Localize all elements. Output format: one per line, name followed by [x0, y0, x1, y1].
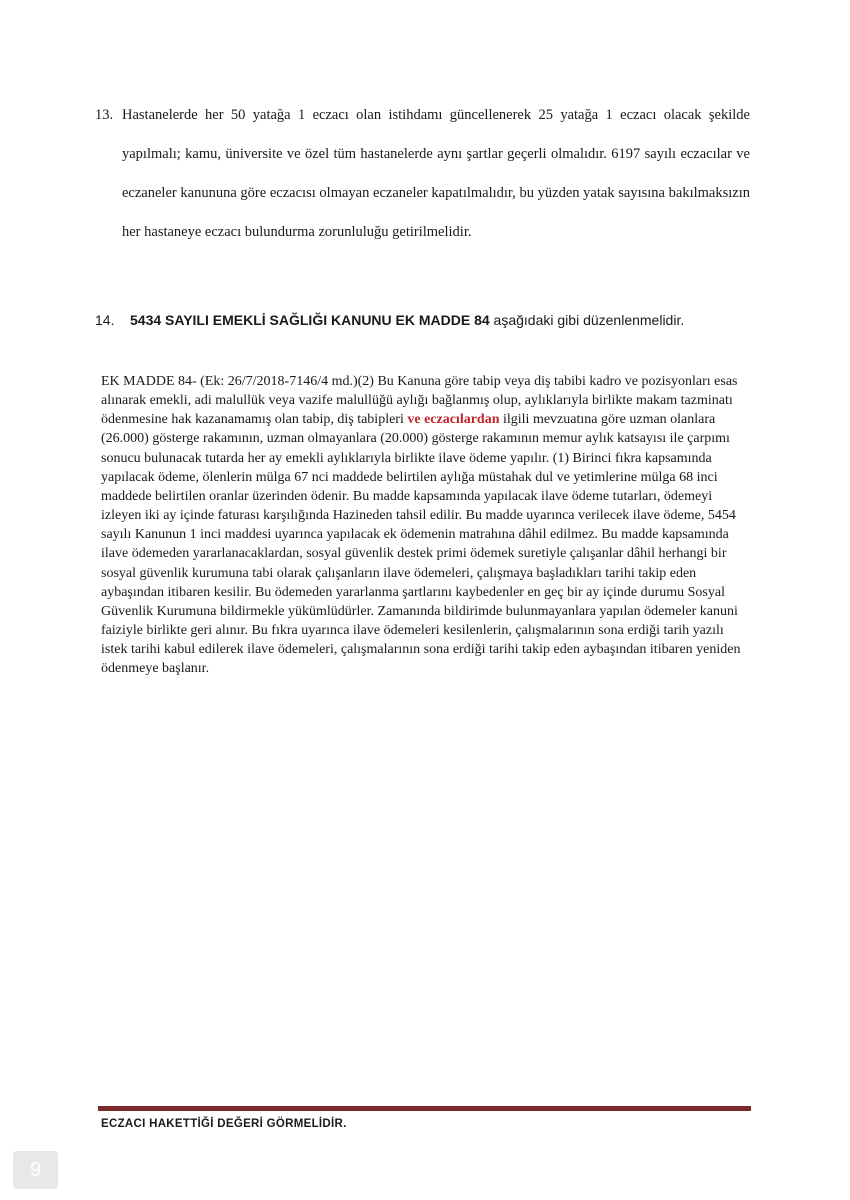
item-14-text: [122, 310, 695, 331]
item-number: 14.: [95, 312, 115, 328]
list-item-13: [95, 96, 750, 252]
item-number: 13.: [95, 107, 114, 123]
footer-rule: [98, 1106, 751, 1111]
ek-madde-paragraph: [101, 372, 753, 679]
ek-madde-part1: EK MADDE 84- (Ek: 26/7/2018-7146/4 md.)(2) Bu Kanuna göre tabip veya diş tabibi kadro ve pozisyonları esas alınarak emekli, adi malullük veya vazife malullüğü aylığı bağlanmış olup, aylıklarıyla birlikte makam tazminatı ödenmesine hak kazanamamış olan tabip, diş tabipleri: [101, 374, 738, 428]
item-14-heading: 5434 SAYILI EMEKLİ SAĞLIĞI KANUNU EK MADDE 84: [130, 312, 490, 328]
highlighted-phrase: ve eczacılardan: [407, 412, 500, 428]
page-number: 9: [13, 1151, 58, 1189]
list-item-14: [95, 310, 695, 331]
footer-text: ECZACI HAKETTİĞİ DEĞERİ GÖRMELİDİR.: [101, 1118, 347, 1130]
item-13-text: Hastanelerde her 50 yatağa 1 eczacı olan istihdamı güncellenerek 25 yatağa 1 eczacı olacak şekilde yapılmalı; kamu, üniversite ve özel tüm hastanelerde aynı şartlar geçerli olmalıdır. 6197 sayılı eczacılar ve eczaneler kanununa göre eczacısı olmayan eczaneler kapatılmalıdır, bu yüzden yatak sayısına bakılmaksızın her hastaneye eczacı bulundurma zorunluluğu getirilmelidir.: [122, 107, 750, 240]
item-14-rest: aşağıdaki gibi düzenlenmelidir.: [489, 312, 685, 328]
ek-madde-part2: ilgili mevzuatına göre uzman olanlara (26.000) gösterge rakamının, uzman olmayanlara (20.000) gösterge rakamının memur aylık katsayısı ile çarpımı sonucu bulunacak tutarda her ay emekli aylıklarıyla birlikte ilave ödeme yapılır. (1) Birinci fıkra kapsamında yapılacak ödeme, ölenlerin mülga 67 nci maddede belirtilen aylığa müstahak dul ve yetimlerine mülga 68 inci maddede belirtilen oranlar üzerinden ödenir. Bu madde kapsamında yapılacak ilave ödeme tutarları, ödemeyi izleyen iki ay içinde faturası karşılığında Hazineden tahsil edilir. Bu madde uyarınca verilecek ilave ödeme, 5454 sayılı Kanunun 1 inci maddesi uyarınca yapılacak ek ödemenin matrahına dâhil edilmez. Bu madde kapsamında ilave ödemeden yararlanacaklardan, sosyal güvenlik destek primi ödemek suretiyle çalışanlar dâhil herhangi bir sosyal güvenlik kurumuna tabi olarak çalışanların ilave ödemeleri, çalışmaya başladıkları tarihi takip eden aybaşından itibaren kesilir. Bu ödemeden yararlanma şartlarını kaybedenler en geç bir ay içinde durumu Sosyal Güvenlik Kurumuna bildirmekle yükümlüdürler. Zamanında bildirimde bulunmayanlara yapılan ödemeler kanuni faiziyle birlikte geri alınır. Bu fıkra uyarınca ilave ödemeleri kesilenlerin, çalışmalarının sona erdiği tarih yazılı istek tarihi kabul edilerek ilave ödemeleri, çalışmalarının sona erdiği tarihi takip eden aybaşından itibaren yeniden ödenmeye başlanır.: [101, 412, 741, 677]
